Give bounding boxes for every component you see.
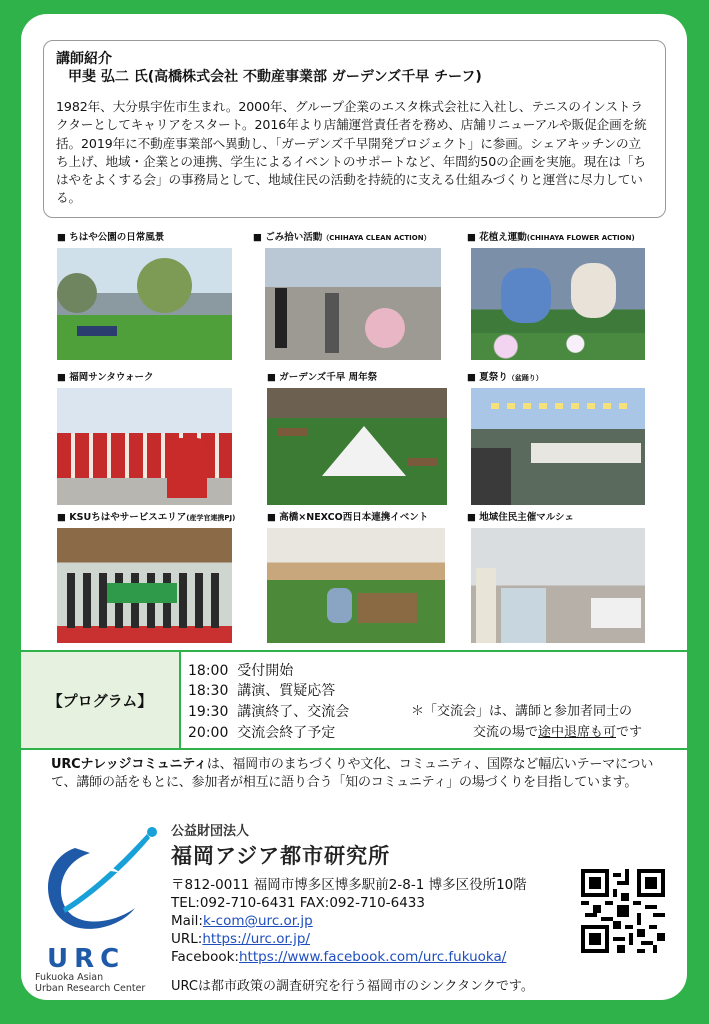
flyer-sheet	[21, 14, 687, 1000]
photo-nexco-event	[267, 512, 467, 643]
tagline: URCは都市政策の調査研究を行う福岡市のシンクタンクです。	[171, 979, 534, 994]
photo-service-area	[57, 512, 247, 643]
lecturer-name: 甲斐 弘二 氏(高橋株式会社 不動産事業部 ガーデンズ千早 チーフ)	[68, 69, 482, 85]
photo-image	[57, 388, 232, 505]
photo-image	[471, 248, 645, 360]
photo-caption: ■ ちはや公園の日常風景	[57, 232, 165, 243]
photo-anniversary-festival	[267, 372, 447, 505]
photo-image	[265, 248, 441, 360]
photo-summer-festival	[467, 372, 647, 505]
program-note-line1: ＊「交流会」は、講師と参加者同士の	[411, 704, 633, 719]
photo-caption: ■ 福岡サンタウォーク	[57, 372, 154, 383]
photo-caption: ■ 花植え運動(CHIHAYA FLOWER ACTION)	[467, 232, 635, 243]
photo-caption: ■ KSUちはやサービスエリア(産学官連携PJ)	[57, 512, 236, 523]
photo-image	[471, 528, 645, 643]
program-row: 19:30 講演終了、交流会	[188, 704, 350, 720]
program-row: 18:30 講演、質疑応答	[188, 683, 336, 699]
program-section	[21, 650, 687, 750]
logo-caption: Fukuoka Asian Urban Research Center	[35, 972, 146, 994]
program-row: 20:00 交流会終了予定	[188, 725, 336, 741]
photo-image	[267, 528, 445, 643]
photo-image	[57, 248, 232, 360]
photo-caption: ■ ガーデンズ千早 周年祭	[267, 372, 378, 383]
photo-santa-walk	[57, 372, 232, 505]
org-type: 公益財団法人	[171, 824, 250, 839]
address: 〒812-0011 福岡市博多区博多駅前2-8-1 博多区役所10階	[171, 877, 527, 893]
photo-image	[471, 388, 645, 505]
mail-row: Mail:k-com@urc.or.jp	[171, 913, 313, 929]
photo-park	[57, 232, 232, 360]
community-description: URCナレッジコミュニティは、福岡市のまちづくりや文化、コミュニティ、国際など幅広いテーマについて、講師の話をもとに、参加者が相互に語り合う「知のコミュニティ」の場づくりを目指しています。	[51, 757, 654, 790]
photo-clean-action	[253, 232, 453, 360]
intro-heading: 講師紹介	[56, 51, 112, 67]
photo-caption: ■ 高橋×NEXCO西日本連携イベント	[267, 512, 429, 523]
photo-caption: ■ 夏祭り（盆踊り）	[467, 372, 543, 383]
photo-marche	[467, 512, 657, 643]
urc-logo	[35, 818, 165, 996]
photo-caption: ■ 地域住民主催マルシェ	[467, 512, 574, 523]
photo-image	[57, 528, 232, 643]
photo-flower-action	[467, 232, 667, 360]
facebook-row: Facebook:https://www.facebook.com/urc.fukuoka/	[171, 949, 507, 965]
logo-text: URC	[47, 944, 126, 974]
org-name: 福岡アジア都市研究所	[171, 844, 391, 868]
program-note-line2: 交流の場で途中退席も可です	[473, 725, 643, 740]
url-row: URL:https://urc.or.jp/	[171, 931, 310, 947]
lecturer-bio: 1982年、大分県宇佐市生まれ。2000年、グループ企業のエスタ株式会社に入社し、テニスのインストラクターとしてキャリアをスタート。2016年より店舗運営責任者を務め、店舗リニューアルや販促企画を統括。2019年に不動産事業部へ異動し、「ガーデンズ千早開発プロジェクト」に参画。シェアキッチンの立ち上げ、地域・企業との連携、学生によるイベントのサポートなど、年間約50の企画を実施。現在は「ちはやをよくする会」の事務局として、地域住民の活動を持続的に支える仕組みづくりと運営に尽力している。	[56, 99, 647, 206]
mail-link[interactable]: k-com@urc.or.jp	[202, 913, 313, 929]
facebook-link[interactable]: https://www.facebook.com/urc.fukuoka/	[238, 949, 507, 965]
url-link[interactable]: https://urc.or.jp/	[202, 931, 310, 947]
program-row: 18:00 受付開始	[188, 663, 294, 679]
lecturer-intro-box	[43, 40, 666, 218]
qr-code-icon[interactable]	[581, 869, 665, 953]
tel-fax: TEL:092-710-6431 FAX:092-710-6433	[171, 895, 425, 911]
photo-image	[267, 388, 447, 505]
contact-info	[171, 876, 527, 966]
photo-caption: ■ ごみ拾い活動（CHIHAYA CLEAN ACTION）	[253, 232, 431, 243]
program-label: 【プログラム】	[21, 652, 181, 748]
